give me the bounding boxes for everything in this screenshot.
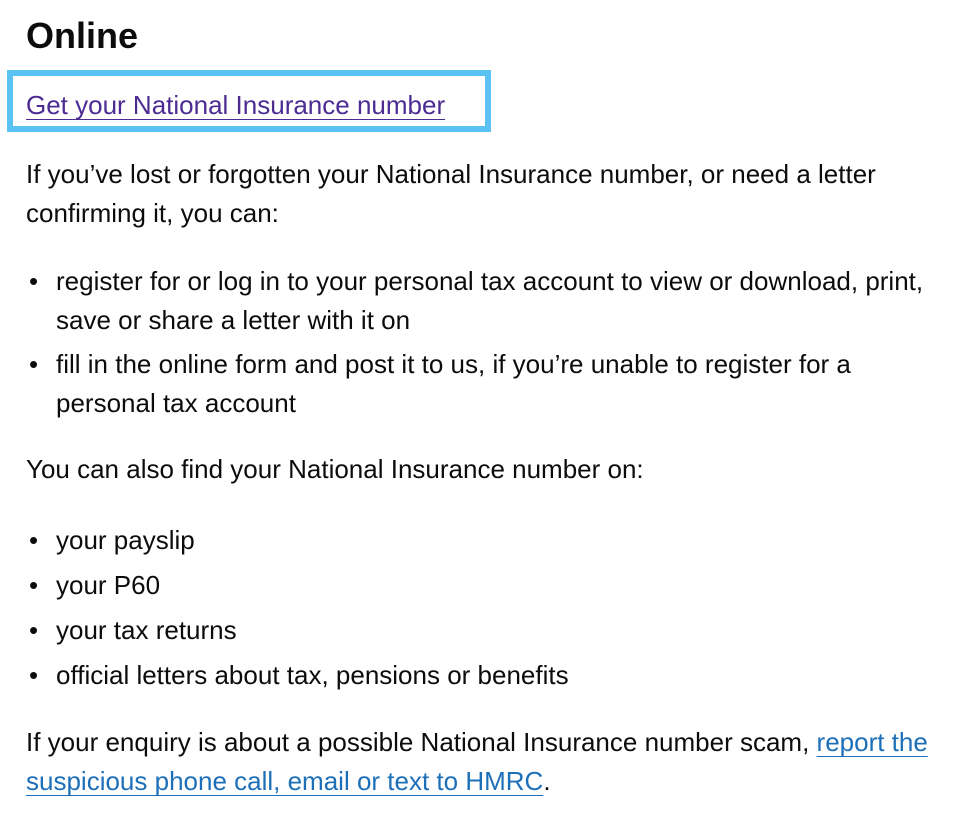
list-item — [26, 345, 956, 423]
scam-paragraph-prefix: If your enquiry is about a possible National Insurance number scam, — [26, 727, 817, 757]
bullet-marker: • — [29, 525, 39, 555]
bullet-marker: • — [29, 615, 39, 645]
also-find-paragraph: You can also find your National Insurance number on: — [26, 454, 644, 484]
scam-paragraph — [26, 723, 956, 801]
intro-paragraph: If you’ve lost or forgotten your National Insurance number, or need a letter confirming it, you can: — [26, 159, 876, 228]
report-scam-link[interactable]: report the suspicious phone call, email or text to HMRC — [26, 727, 928, 796]
bullet-marker: • — [29, 349, 39, 379]
options-list — [26, 262, 956, 428]
bullet-marker: • — [29, 660, 39, 690]
bullet-marker: • — [29, 570, 39, 600]
list-item — [26, 653, 956, 698]
list-item — [26, 518, 956, 563]
list-item-text: register for or log in to your personal tax account to view or download, print, save or share a letter with it on — [56, 266, 924, 335]
list-item-text: your tax returns — [56, 615, 237, 645]
list-item — [26, 563, 956, 608]
list-item — [26, 608, 956, 653]
get-ni-number-link[interactable]: Get your National Insurance number — [26, 90, 446, 120]
scam-paragraph-suffix: . — [543, 766, 551, 796]
list-item-text: your P60 — [56, 570, 161, 600]
bullet-marker: • — [29, 266, 39, 296]
list-item-text: official letters about tax, pensions or benefits — [56, 660, 569, 690]
list-item-text: your payslip — [56, 525, 195, 555]
list-item — [26, 262, 956, 340]
section-heading: Online — [26, 15, 139, 56]
sources-list — [26, 518, 956, 698]
list-item-text: fill in the online form and post it to us, if you’re unable to register for a personal tax account — [56, 349, 851, 418]
